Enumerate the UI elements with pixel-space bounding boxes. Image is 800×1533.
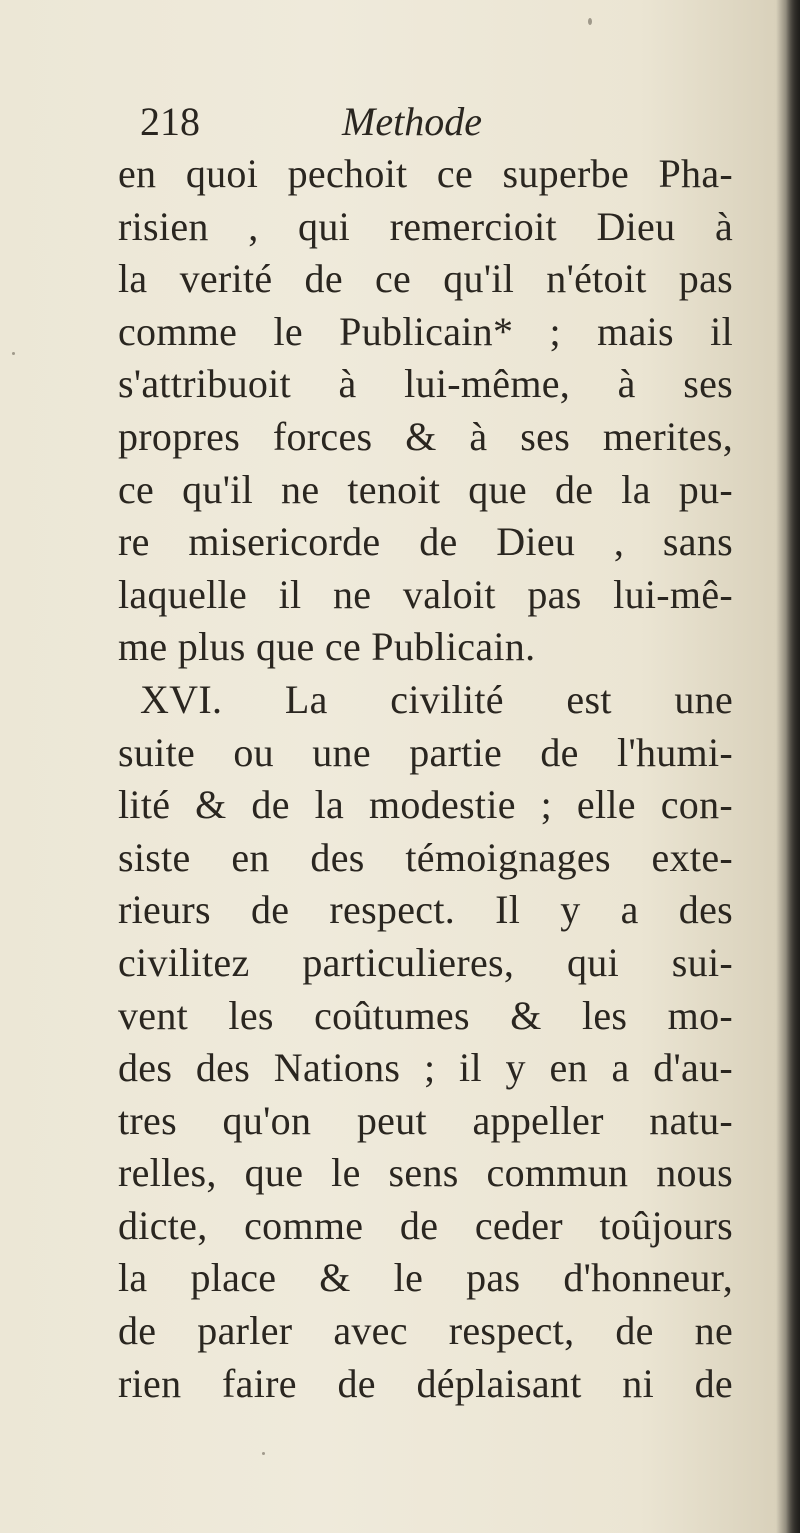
- text-line: ce qu'il ne tenoit que de la pu-: [118, 466, 733, 512]
- text-line: laquelle il ne valoit pas lui-mê-: [118, 571, 733, 617]
- page-header: [110, 92, 630, 152]
- text-line: lité & de la modestie ; elle con-: [118, 782, 733, 828]
- text-line: propres forces & à ses merites,: [118, 413, 733, 459]
- section-start-line: XVI. La civilité est une: [140, 676, 733, 722]
- text-line: la place & le pas d'honneur,: [118, 1255, 733, 1301]
- text-line: risien , qui remercioit Dieu à: [118, 203, 733, 249]
- text-line: suite ou une partie de l'humi-: [118, 729, 733, 775]
- text-line: relles, que le sens commun nous: [118, 1150, 733, 1196]
- paper-speck: [12, 352, 15, 355]
- text-line: des des Nations ; il y en a d'au-: [118, 1045, 733, 1091]
- text-line: s'attribuoit à lui-même, à ses: [118, 361, 733, 407]
- paper-speck: [262, 1452, 265, 1455]
- text-line: rien faire de déplaisant ni de: [118, 1360, 733, 1406]
- text-line: vent les coûtumes & les mo-: [118, 992, 733, 1038]
- text-line: siste en des témoignages exte-: [118, 834, 733, 880]
- paper-speck: [588, 18, 592, 25]
- text-line: comme le Publicain* ; mais il: [118, 308, 733, 354]
- text-line: rieurs de respect. Il y a des: [118, 887, 733, 933]
- running-title: Methode: [342, 99, 482, 144]
- page-edge-shadow: [786, 0, 800, 1533]
- text-line: re misericorde de Dieu , sans: [118, 519, 733, 565]
- text-line: civilitez particulieres, qui sui-: [118, 939, 733, 985]
- text-line: de parler avec respect, de ne: [118, 1308, 733, 1354]
- text-line: en quoi pechoit ce superbe Pha-: [118, 151, 733, 196]
- text-line: dicte, comme de ceder toûjours: [118, 1202, 733, 1248]
- body-text: [118, 148, 733, 1410]
- text-line: tres qu'on peut appeller natu-: [118, 1097, 733, 1143]
- text-line: me plus que ce Publicain.: [118, 624, 536, 670]
- text-line: la verité de ce qu'il n'étoit pas: [118, 256, 733, 302]
- page-number: 218: [140, 99, 200, 144]
